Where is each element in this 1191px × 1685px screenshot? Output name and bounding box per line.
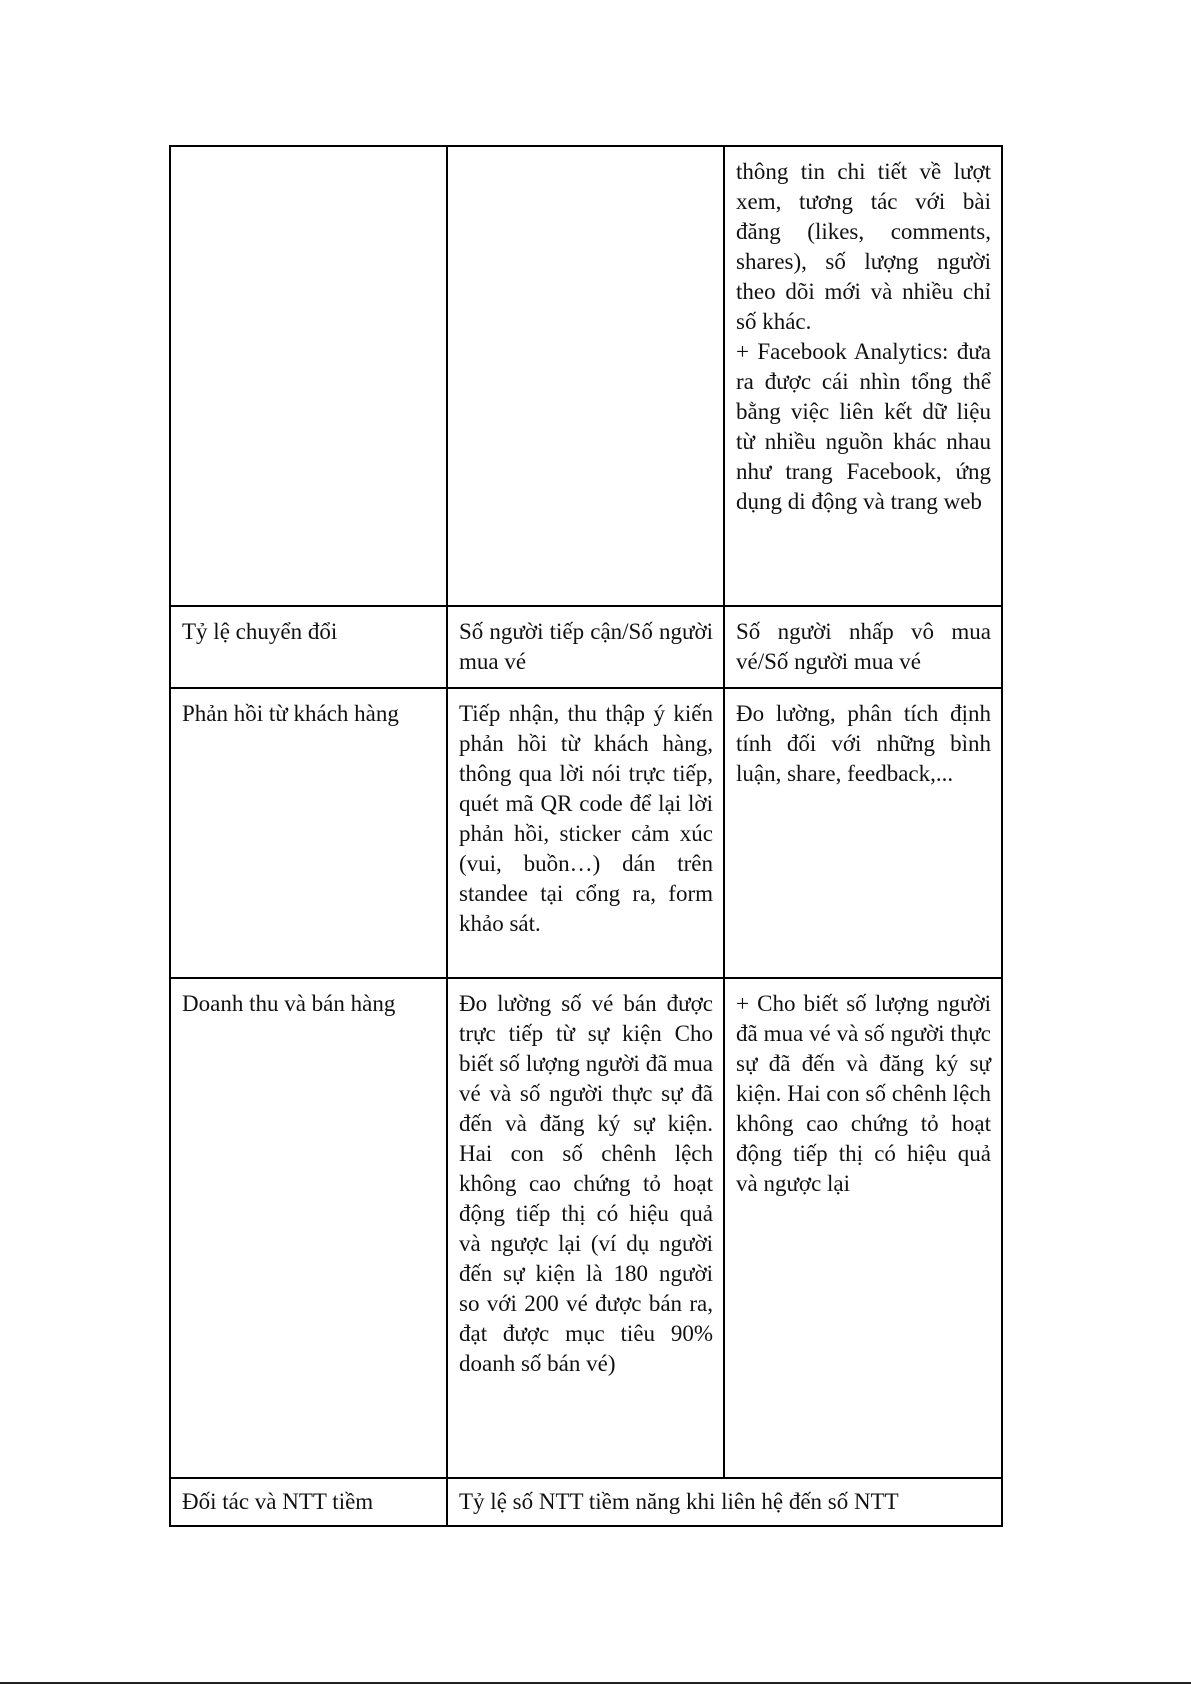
online-method-cell bbox=[724, 146, 1002, 606]
page-bottom-edge bbox=[0, 1682, 1191, 1684]
metric-name-cell: Đối tác và NTT tiềm bbox=[170, 1478, 447, 1526]
offline-method-cell: Đo lường số vé bán được trực tiếp từ sự kiện Cho biết số lượng người đã mua vé và số người thực sự đã đến và đăng ký sự kiện. Hai con số chênh lệch không cao chứng tỏ hoạt động tiếp thị có hiệu quả và ngược lại (ví dụ người đến sự kiện là 180 người so với 200 vé được bán ra, đạt được mục tiêu 90% doanh số bán vé) bbox=[447, 978, 724, 1478]
metric-name-cell bbox=[170, 146, 447, 606]
offline-method-cell: Tiếp nhận, thu thập ý kiến phản hồi từ khách hàng, thông qua lời nói trực tiếp, quét mã QR code để lại lời phản hồi, sticker cảm xúc (vui, buồn…) dán trên standee tại cổng ra, form khảo sát. bbox=[447, 688, 724, 978]
facebook-analytics-description: + Facebook Analytics: đưa ra được cái nhìn tổng thể bằng việc liên kết dữ liệu từ nhiều nguồn khác nhau như trang Facebook, ứng dụng di động và trang web bbox=[736, 339, 991, 514]
table-row bbox=[170, 978, 1002, 1478]
table-row bbox=[170, 146, 1002, 606]
table-row bbox=[170, 688, 1002, 978]
offline-method-cell: Số người tiếp cận/Số người mua vé bbox=[447, 606, 724, 688]
metric-name-cell: Tỷ lệ chuyển đổi bbox=[170, 606, 447, 688]
table-row bbox=[170, 606, 1002, 688]
offline-method-cell bbox=[447, 146, 724, 606]
metric-name-cell: Doanh thu và bán hàng bbox=[170, 978, 447, 1478]
online-method-cell: Đo lường, phân tích định tính đối với những bình luận, share, feedback,... bbox=[724, 688, 1002, 978]
metrics-table bbox=[169, 145, 1003, 1527]
metric-name-cell: Phản hồi từ khách hàng bbox=[170, 688, 447, 978]
analytics-description: thông tin chi tiết về lượt xem, tương tác với bài đăng (likes, comments, shares), số lượng người theo dõi mới và nhiều chỉ số khác. bbox=[736, 159, 991, 334]
merged-method-cell: Tỷ lệ số NTT tiềm năng khi liên hệ đến số NTT bbox=[447, 1478, 1002, 1526]
online-method-cell: + Cho biết số lượng người đã mua vé và số người thực sự đã đến và đăng ký sự kiện. Hai con số chênh lệch không cao chứng tỏ hoạt động tiếp thị có hiệu quả và ngược lại bbox=[724, 978, 1002, 1478]
table-row bbox=[170, 1478, 1002, 1526]
online-method-cell: Số người nhấp vô mua vé/Số người mua vé bbox=[724, 606, 1002, 688]
